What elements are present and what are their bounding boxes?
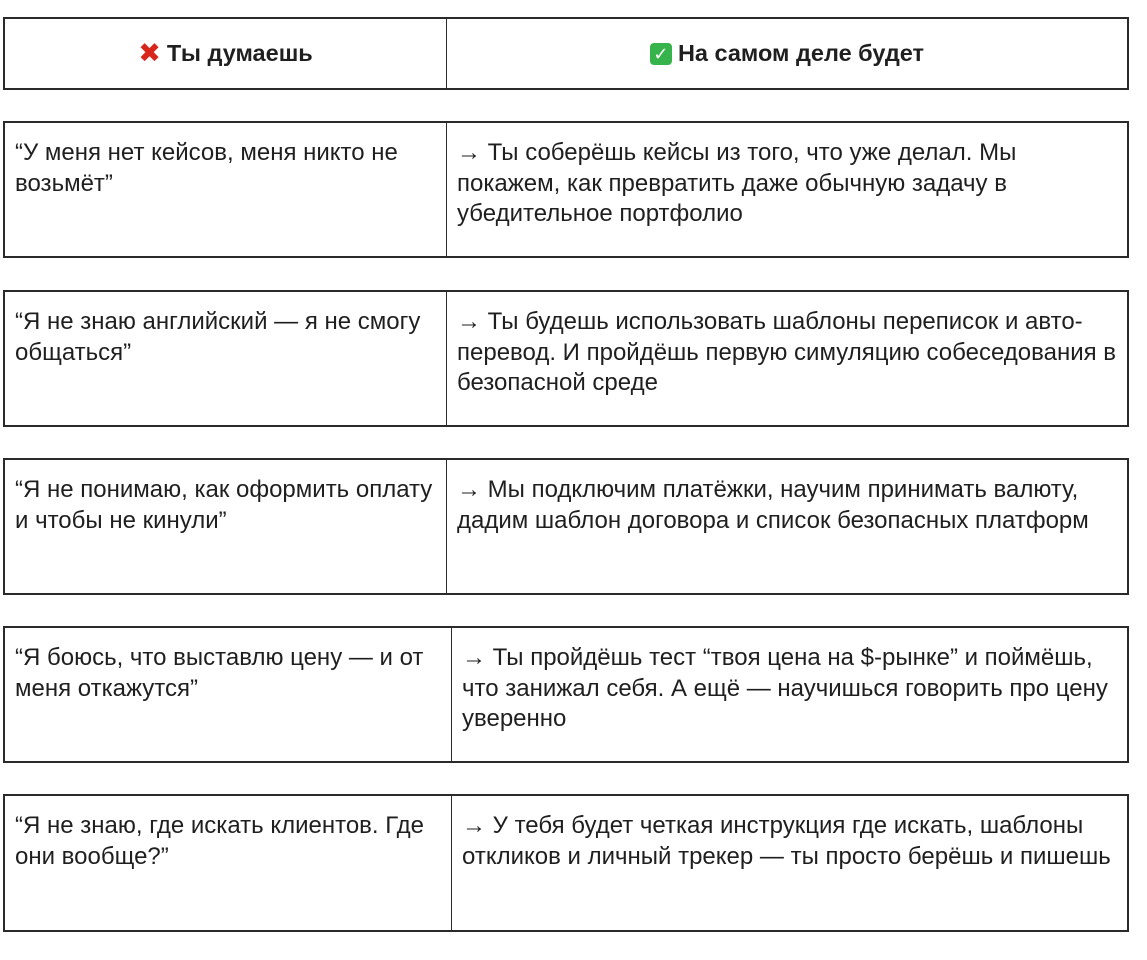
- reality-cell: → Ты пройдёшь тест “твоя цена на $-рынке” и поймёшь, что занижал себя. А ещё — научишься говорить про цену уверенно: [462, 644, 1108, 732]
- cross-mark-icon: ✖: [138, 38, 161, 68]
- header-left-label: Ты думаешь: [166, 40, 313, 67]
- table-row: [3, 290, 1129, 427]
- table-row: [3, 121, 1129, 258]
- thought-cell: “Я не знаю английский — я не смогу общаться”: [5, 292, 447, 425]
- reality-cell: → У тебя будет четкая инструкция где искать, шаблоны откликов и личный трекер — ты просто берёшь и пишешь: [462, 812, 1111, 870]
- table-row: [3, 458, 1129, 595]
- header-cell-reality: [447, 19, 1127, 88]
- table-row: [3, 794, 1129, 932]
- thought-cell: “Я не понимаю, как оформить оплату и чтобы не кинули”: [5, 460, 447, 593]
- reality-cell: → Ты будешь использовать шаблоны переписок и авто-перевод. И пройдёшь первую симуляцию собеседования в безопасной среде: [457, 308, 1117, 396]
- reality-cell: → Мы подключим платёжки, научим принимать валюту, дадим шаблон договора и список безопасных платформ: [457, 476, 1089, 534]
- thought-cell: “У меня нет кейсов, меня никто не возьмёт”: [5, 123, 447, 256]
- reality-cell: → Ты соберёшь кейсы из того, что уже делал. Мы покажем, как превратить даже обычную задачу в убедительное портфолио: [457, 139, 1017, 227]
- table-row: [3, 626, 1129, 763]
- check-mark-icon: ✓: [650, 43, 672, 65]
- thought-cell: “Я не знаю, где искать клиентов. Где они вообще?”: [5, 796, 452, 930]
- header-cell-thought: [5, 19, 447, 88]
- thought-cell: “Я боюсь, что выставлю цену — и от меня откажутся”: [5, 628, 452, 761]
- header-table: [3, 17, 1129, 90]
- header-right-label: На самом деле будет: [677, 40, 925, 67]
